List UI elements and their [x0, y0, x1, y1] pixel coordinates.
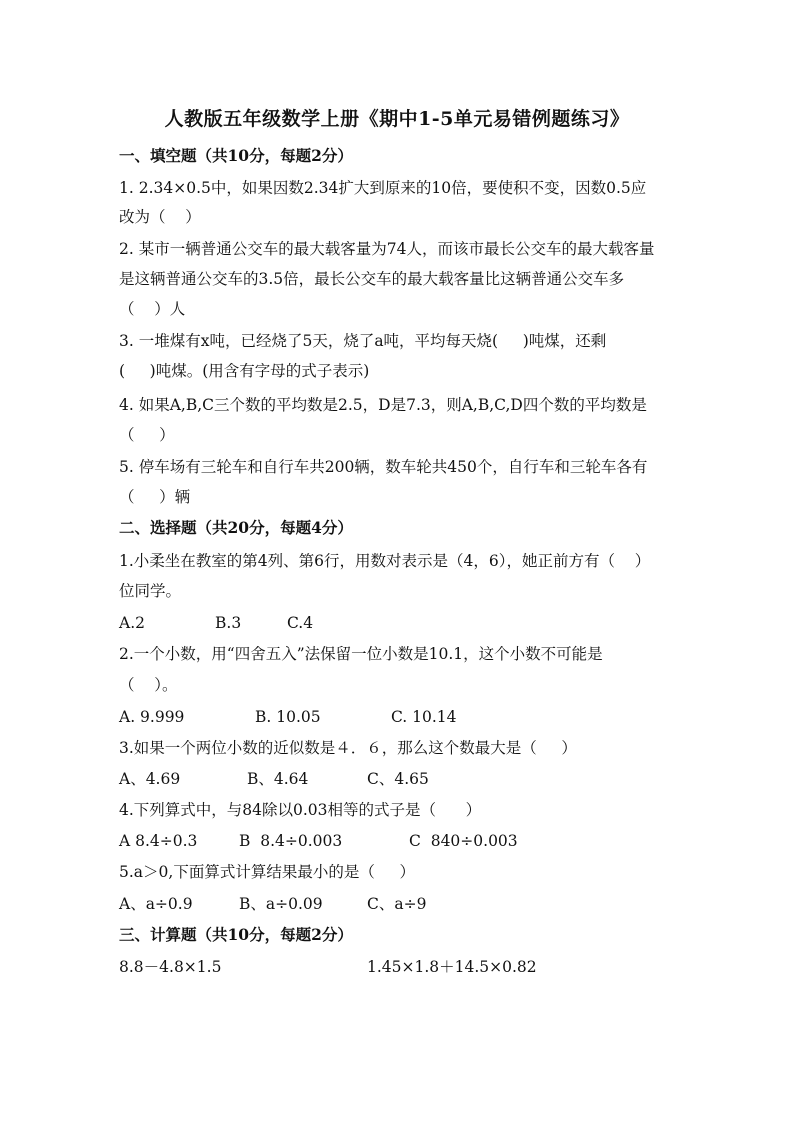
- choice-question-1-line-1: 1.小柔坐在教室的第4列、第6行，用数对表示是（4，6），她正前方有（ ）: [119, 552, 651, 570]
- choice-4-option-b: B 8.4÷0.003: [239, 832, 343, 850]
- choice-2-option-a: A. 9.999: [119, 708, 185, 726]
- choice-1-option-a: A.2: [119, 614, 145, 632]
- choice-5-option-a: A、a÷0.9: [119, 895, 193, 913]
- choice-question-1-line-2: 位同学。: [119, 582, 182, 600]
- document-title: 人教版五年级数学上册《期中1-5单元易错例题练习》: [164, 108, 630, 130]
- choice-question-3: 3.如果一个两位小数的近似数是４．６，那么这个数最大是（ ）: [119, 739, 577, 757]
- calc-expression-2: 1.45×1.8＋14.5×0.82: [367, 958, 537, 976]
- choice-3-option-b: B、4.64: [247, 770, 309, 788]
- choice-5-option-c: C、a÷9: [367, 895, 427, 913]
- question-3-line-1: 3. 一堆煤有x吨，已经烧了5天，烧了a吨，平均每天烧( )吨煤，还剩: [119, 332, 607, 350]
- question-4-line-1: 4. 如果A,B,C三个数的平均数是2.5，D是7.3，则A,B,C,D四个数的平均数是: [119, 396, 647, 414]
- question-2-line-3: （ ）人: [119, 300, 186, 318]
- question-4-line-2: （ ）: [119, 426, 175, 444]
- section-heading-multiple-choice: 二、选择题（共20分，每题4分）: [119, 518, 353, 537]
- choice-question-2-line-1: 2.一个小数，用“四舍五入”法保留一位小数是10.1，这个小数不可能是: [119, 645, 603, 663]
- choice-question-5: 5.a＞0,下面算式计算结果最小的是（ ）: [119, 863, 415, 881]
- choice-2-option-c: C. 10.14: [391, 708, 457, 726]
- question-1-line-2: 改为（ ）: [119, 208, 201, 226]
- choice-4-option-c: C 840÷0.003: [409, 832, 518, 850]
- section-heading-fill-blank: 一、填空题（共10分，每题2分）: [119, 146, 353, 165]
- choice-5-option-b: B、a÷0.09: [239, 895, 323, 913]
- question-5-line-2: （ ）辆: [119, 488, 191, 506]
- choice-question-2-line-2: （ ）。: [119, 676, 178, 694]
- choice-1-option-c: C.4: [287, 614, 314, 632]
- choice-3-option-c: C、4.65: [367, 770, 429, 788]
- choice-2-option-b: B. 10.05: [255, 708, 321, 726]
- section-heading-calculation: 三、计算题（共10分，每题2分）: [119, 925, 353, 944]
- choice-3-option-a: A、4.69: [119, 770, 181, 788]
- question-2-line-2: 是这辆普通公交车的3.5倍，最长公交车的最大载客量比这辆普通公交车多: [119, 270, 625, 288]
- calc-expression-1: 8.8－4.8×1.5: [119, 958, 222, 976]
- question-2-line-1: 2. 某市一辆普通公交车的最大载客量为74人，而该市最长公交车的最大载客量: [119, 240, 655, 258]
- question-5-line-1: 5. 停车场有三轮车和自行车共200辆，数车轮共450个，自行车和三轮车各有: [119, 458, 648, 476]
- choice-1-option-b: B.3: [215, 614, 242, 632]
- choice-question-4: 4.下列算式中，与84除以0.03相等的式子是（ ）: [119, 801, 482, 819]
- question-3-line-2: ( )吨煤。(用含有字母的式子表示): [119, 362, 370, 380]
- choice-4-option-a: A 8.4÷0.3: [119, 832, 198, 850]
- question-1-line-1: 1. 2.34×0.5中，如果因数2.34扩大到原来的10倍，要使积不变，因数0.5应: [119, 179, 647, 197]
